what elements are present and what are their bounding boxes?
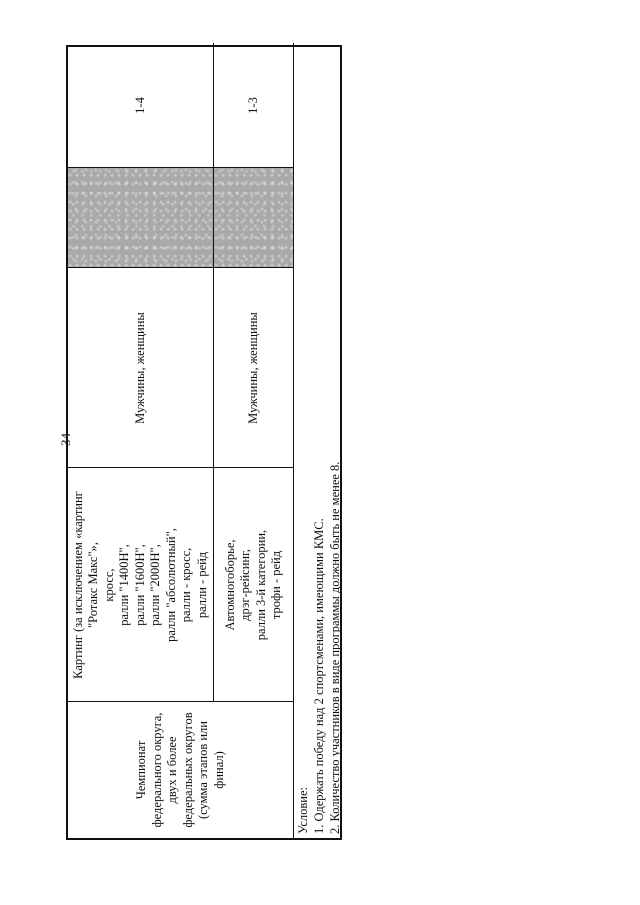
- discipline-line: ралли "2000Н",: [148, 544, 163, 626]
- condition-item: 2. Количество участников в виде программы должно быть не менее 8.: [328, 461, 342, 834]
- discipline-line: кросс,: [101, 568, 116, 602]
- places-cell-row2: [214, 43, 293, 168]
- places-text: 1-4: [132, 97, 147, 114]
- discipline-line: дрэг-рейсинг,: [238, 549, 252, 621]
- participants-text: Мужчины, женщины: [245, 312, 260, 424]
- discipline-line: ралли "1400Н",: [117, 544, 132, 626]
- discipline-line: ралли - кросс,: [179, 547, 194, 623]
- championship-cell: [68, 702, 293, 838]
- discipline-line: ралли "абсолютный",: [163, 528, 178, 642]
- discipline-line: ралли 3-й категории,: [253, 529, 268, 641]
- shaded-cell-row2: [214, 168, 293, 267]
- championship-text: Чемпионат федерального округа, двух и более федеральных округов (сумма этапов или финал): [134, 712, 226, 828]
- discipline-line: трофи - рейд: [269, 550, 283, 620]
- discipline-line: Картинг (за исключением «картинг: [70, 491, 85, 679]
- requirements-table: [66, 45, 342, 840]
- discipline-line: ралли - рейд: [194, 551, 209, 619]
- shaded-cell-row1: [68, 168, 213, 267]
- condition-title: Условие:: [296, 787, 310, 834]
- participants-text: Мужчины, женщины: [132, 312, 147, 424]
- discipline-cell-row1: [68, 468, 213, 702]
- discipline-line: Автомногоборье,: [222, 539, 237, 631]
- places-text: 1-3: [245, 97, 260, 114]
- discipline-line: "Ротакс Макс"»,: [86, 542, 101, 628]
- condition-item: 1. Одержать победу над 2 спортсменами, имеющими КМС.: [312, 518, 326, 834]
- participants-cell-row1: [68, 268, 213, 468]
- page-number: 34: [58, 433, 73, 446]
- places-cell-row1: [68, 43, 213, 168]
- discipline-cell-row2: [214, 468, 293, 702]
- condition-block: [294, 43, 340, 838]
- participants-cell-row2: [214, 268, 293, 468]
- discipline-line: ралли "1600Н",: [132, 544, 147, 626]
